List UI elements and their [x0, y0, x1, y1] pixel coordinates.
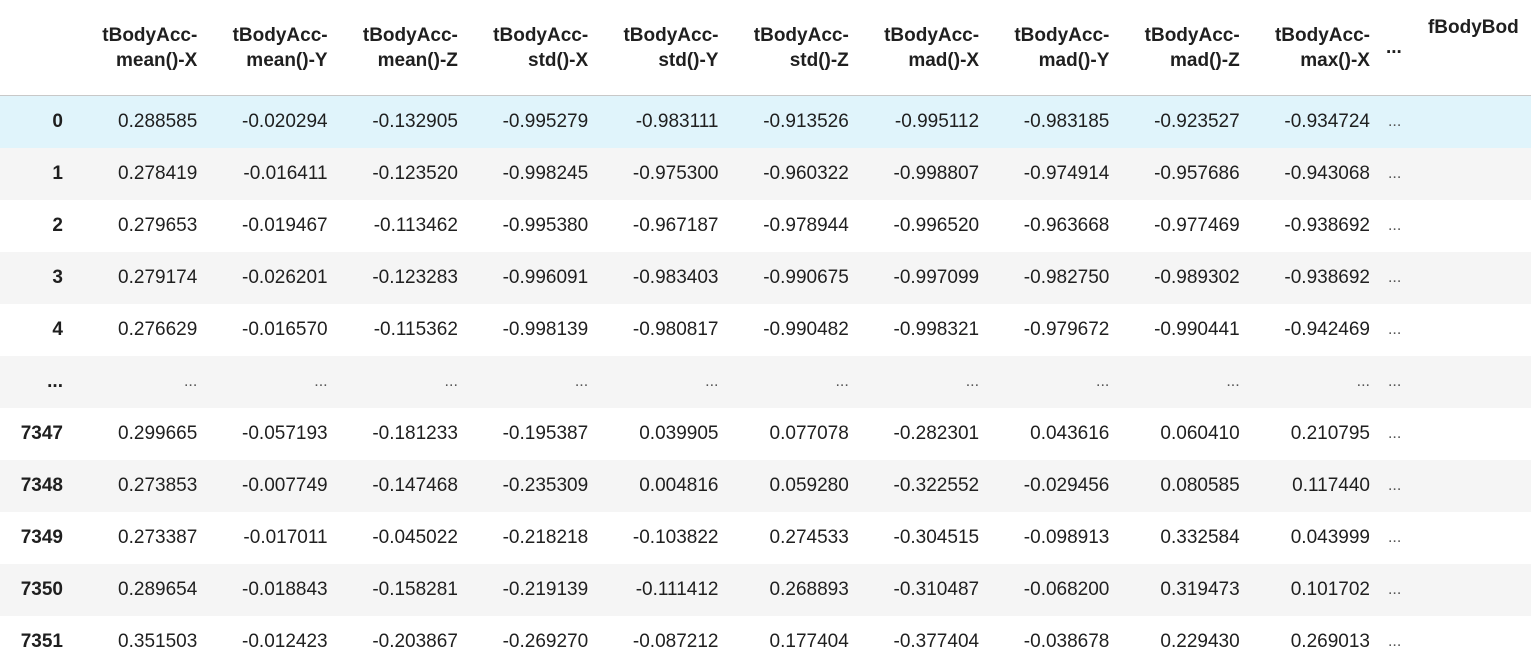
table-cell: -0.029456 [987, 460, 1117, 512]
table-cell: -0.974914 [987, 148, 1117, 200]
table-row[interactable] [0, 252, 1531, 304]
row-index: 4 [52, 319, 63, 340]
table-cell: 0.269013 [1290, 631, 1370, 652]
table-cell: 0.273853 [75, 460, 205, 512]
table-cell: -0.103822 [632, 527, 719, 548]
table-cell: -0.068200 [987, 564, 1117, 616]
table-cell: -0.269270 [502, 631, 589, 652]
table-cell: -0.995112 [857, 96, 987, 149]
table-cell: 0.274533 [769, 527, 849, 548]
table-cell-truncated [1418, 564, 1531, 616]
table-row[interactable] [0, 564, 1531, 616]
table-cell: -0.983403 [596, 252, 726, 304]
table-cell: 0.077078 [769, 423, 849, 444]
table-cell: -0.963668 [1023, 215, 1110, 236]
table-cell-ellipsis: ... [1387, 425, 1402, 442]
table-row[interactable] [0, 460, 1531, 512]
table-cell: ... [466, 356, 596, 408]
table-row[interactable] [0, 200, 1531, 252]
column-header-line2: std()-X [528, 49, 589, 71]
table-cell: 0.299665 [118, 423, 198, 444]
table-cell: -0.980817 [632, 319, 719, 340]
row-index: 7351 [20, 631, 63, 652]
table-cell: -0.967187 [632, 215, 719, 236]
column-header-line1: tBodyAcc- [1274, 24, 1370, 46]
table-cell: -0.310487 [857, 564, 987, 616]
table-cell: 0.043616 [1030, 423, 1110, 444]
row-index: 3 [0, 252, 75, 304]
column-header-line2: mean()-Y [246, 49, 328, 71]
table-cell: ... [987, 356, 1117, 408]
row-index: 7348 [0, 460, 75, 512]
table-cell: -0.147468 [336, 460, 466, 512]
column-header-line1: tBodyAcc- [884, 24, 980, 46]
row-index: 7350 [0, 564, 75, 616]
table-cell: -0.026201 [205, 252, 335, 304]
table-cell-ellipsis: ... [1378, 252, 1418, 304]
table-cell: 0.177404 [769, 631, 849, 652]
table-cell: -0.983185 [987, 96, 1117, 149]
table-cell: -0.016411 [205, 148, 335, 200]
table-cell-truncated [1418, 96, 1531, 149]
column-header-line1: tBodyAcc- [102, 24, 198, 46]
table-cell-ellipsis: ... [1378, 148, 1418, 200]
column-header-line2: std()-Z [789, 49, 849, 71]
table-cell-ellipsis: ... [1378, 356, 1418, 408]
table-cell: -0.997099 [857, 252, 987, 304]
column-header-line1: tBodyAcc- [232, 24, 328, 46]
table-cell: 0.059280 [726, 460, 856, 512]
table-cell: ... [1117, 356, 1247, 408]
table-cell: -0.996091 [466, 252, 596, 304]
table-cell: -0.087212 [632, 631, 719, 652]
column-header-truncated: fBodyBod [1418, 0, 1531, 96]
table-cell: -0.203867 [372, 631, 458, 652]
table-cell: -0.996520 [893, 215, 980, 236]
table-cell: ... [857, 356, 987, 408]
table-cell: -0.979672 [1023, 319, 1110, 340]
table-cell: -0.977469 [1154, 215, 1240, 236]
row-index: 7349 [20, 527, 63, 548]
column-header [1248, 0, 1378, 96]
table-cell: -0.018843 [205, 564, 335, 616]
table-row[interactable] [0, 96, 1531, 149]
table-cell-truncated [1418, 252, 1531, 304]
table-row[interactable] [0, 304, 1531, 356]
table-cell: -0.304515 [893, 527, 980, 548]
table-cell-truncated [1418, 356, 1531, 408]
table-cell: 0.210795 [1290, 423, 1370, 444]
table-cell: 0.101702 [1248, 564, 1378, 616]
column-header [466, 0, 596, 96]
table-cell: 0.060410 [1160, 423, 1240, 444]
table-cell: -0.016570 [242, 319, 328, 340]
table-cell: 0.080585 [1117, 460, 1247, 512]
table-row[interactable] [0, 512, 1531, 564]
table-cell: 0.319473 [1117, 564, 1247, 616]
table-cell: -0.218218 [502, 527, 589, 548]
table-cell: -0.923527 [1117, 96, 1247, 149]
table-cell: 0.289654 [75, 564, 205, 616]
column-header-line1: tBodyAcc- [753, 24, 849, 46]
column-header-line2: mean()-Z [377, 49, 458, 71]
table-row[interactable] [0, 356, 1531, 408]
table-cell: -0.019467 [242, 215, 328, 236]
table-cell: 0.276629 [118, 319, 198, 340]
table-cell: -0.990441 [1154, 319, 1240, 340]
table-cell: 0.351503 [118, 631, 198, 652]
table-cell: 0.279653 [118, 215, 198, 236]
table-cell: 0.229430 [1160, 631, 1240, 652]
table-cell: 0.268893 [726, 564, 856, 616]
table-cell-ellipsis: ... [1387, 633, 1402, 650]
table-cell: 0.278419 [75, 148, 205, 200]
table-cell: -0.998807 [857, 148, 987, 200]
table-cell: -0.111412 [596, 564, 726, 616]
column-header-line2: std()-Y [658, 49, 719, 71]
table-cell: -0.132905 [336, 96, 466, 149]
row-index: 7347 [20, 423, 63, 444]
table-cell: -0.995279 [466, 96, 596, 149]
table-cell: -0.057193 [242, 423, 328, 444]
table-cell: -0.978944 [763, 215, 849, 236]
column-header-line1: tBodyAcc- [623, 24, 719, 46]
table-cell: -0.960322 [726, 148, 856, 200]
table-cell: -0.282301 [893, 423, 980, 444]
table-cell-ellipsis: ... [1378, 96, 1418, 149]
table-cell: -0.195387 [502, 423, 589, 444]
table-cell: -0.938692 [1284, 215, 1370, 236]
table-cell-truncated [1418, 512, 1531, 564]
table-cell: -0.017011 [243, 527, 328, 548]
table-cell: -0.377404 [893, 631, 980, 652]
row-index: 1 [0, 148, 75, 200]
column-header-line2: mean()-X [116, 49, 198, 71]
header-row [0, 0, 1531, 96]
table-cell-truncated [1418, 616, 1531, 666]
table-cell: -0.934724 [1248, 96, 1378, 149]
table-cell: 0.039905 [639, 423, 719, 444]
column-header-line2: max()-X [1300, 49, 1370, 71]
table-cell: -0.219139 [466, 564, 596, 616]
table-cell-ellipsis: ... [1387, 321, 1402, 338]
table-cell: 0.004816 [596, 460, 726, 512]
table-cell: 0.117440 [1248, 460, 1378, 512]
table-cell: -0.990482 [763, 319, 849, 340]
table-cell: -0.913526 [726, 96, 856, 149]
column-header [1117, 0, 1247, 96]
table-cell: -0.012423 [242, 631, 328, 652]
index-header [0, 0, 75, 96]
table-cell-truncated [1418, 408, 1531, 460]
table-cell: -0.098913 [1023, 527, 1110, 548]
table-cell: -0.038678 [1023, 631, 1110, 652]
table-cell: -0.045022 [372, 527, 458, 548]
table-cell: ... [726, 356, 856, 408]
table-cell: ... [596, 356, 726, 408]
column-header [336, 0, 466, 96]
table-body [0, 96, 1531, 666]
row-index: 2 [52, 215, 63, 236]
table-cell: -0.158281 [336, 564, 466, 616]
table-cell: ... [75, 356, 205, 408]
table-header [0, 0, 1531, 96]
table-cell: -0.943068 [1248, 148, 1378, 200]
column-header-ellipsis: ... [1378, 0, 1418, 96]
column-header [726, 0, 856, 96]
table-cell: -0.115362 [373, 319, 458, 340]
table-cell: ... [336, 356, 466, 408]
table-cell-truncated [1418, 304, 1531, 356]
table-cell: ... [205, 356, 335, 408]
table-cell-truncated [1418, 200, 1531, 252]
table-cell-ellipsis: ... [1378, 460, 1418, 512]
column-header [857, 0, 987, 96]
table-cell: -0.020294 [205, 96, 335, 149]
table-cell-ellipsis: ... [1387, 217, 1402, 234]
table-row[interactable] [0, 408, 1531, 460]
table-cell: -0.942469 [1284, 319, 1370, 340]
column-header [75, 0, 205, 96]
table-cell: 0.288585 [75, 96, 205, 149]
table-cell: -0.181233 [372, 423, 458, 444]
table-cell: -0.982750 [987, 252, 1117, 304]
table-cell: -0.007749 [205, 460, 335, 512]
table-cell: -0.123520 [336, 148, 466, 200]
table-cell: -0.989302 [1117, 252, 1247, 304]
table-cell: -0.990675 [726, 252, 856, 304]
table-cell: -0.322552 [857, 460, 987, 512]
column-header-line1: tBodyAcc- [362, 24, 458, 46]
row-index: 0 [0, 96, 75, 149]
column-header-line2: mad()-Z [1170, 49, 1240, 71]
table-cell: -0.123283 [336, 252, 466, 304]
column-header [205, 0, 335, 96]
column-header-line1: tBodyAcc- [493, 24, 589, 46]
table-cell-truncated [1418, 460, 1531, 512]
table-cell: 0.332584 [1160, 527, 1240, 548]
table-cell: 0.279174 [75, 252, 205, 304]
row-index: ... [0, 356, 75, 408]
table-cell: -0.995380 [502, 215, 589, 236]
column-header-line1: tBodyAcc- [1144, 24, 1240, 46]
table-cell: 0.273387 [118, 527, 198, 548]
table-cell-ellipsis: ... [1378, 564, 1418, 616]
table-cell: -0.938692 [1248, 252, 1378, 304]
column-header-line2: mad()-X [908, 49, 980, 71]
table-cell: -0.113462 [373, 215, 458, 236]
table-cell-truncated [1418, 148, 1531, 200]
column-header-line1: tBodyAcc- [1014, 24, 1110, 46]
column-header-line2: mad()-Y [1038, 49, 1110, 71]
table-cell-ellipsis: ... [1387, 529, 1402, 546]
table-cell: -0.975300 [596, 148, 726, 200]
table-row[interactable] [0, 148, 1531, 200]
table-cell: -0.998321 [893, 319, 980, 340]
table-cell: -0.957686 [1117, 148, 1247, 200]
column-header [987, 0, 1117, 96]
table-cell: -0.998139 [502, 319, 589, 340]
column-header [596, 0, 726, 96]
table-cell: -0.998245 [466, 148, 596, 200]
table-cell: 0.043999 [1290, 527, 1370, 548]
table-row[interactable] [0, 616, 1531, 666]
table-cell: -0.983111 [596, 96, 726, 149]
table-cell: -0.235309 [466, 460, 596, 512]
table-cell: ... [1248, 356, 1378, 408]
